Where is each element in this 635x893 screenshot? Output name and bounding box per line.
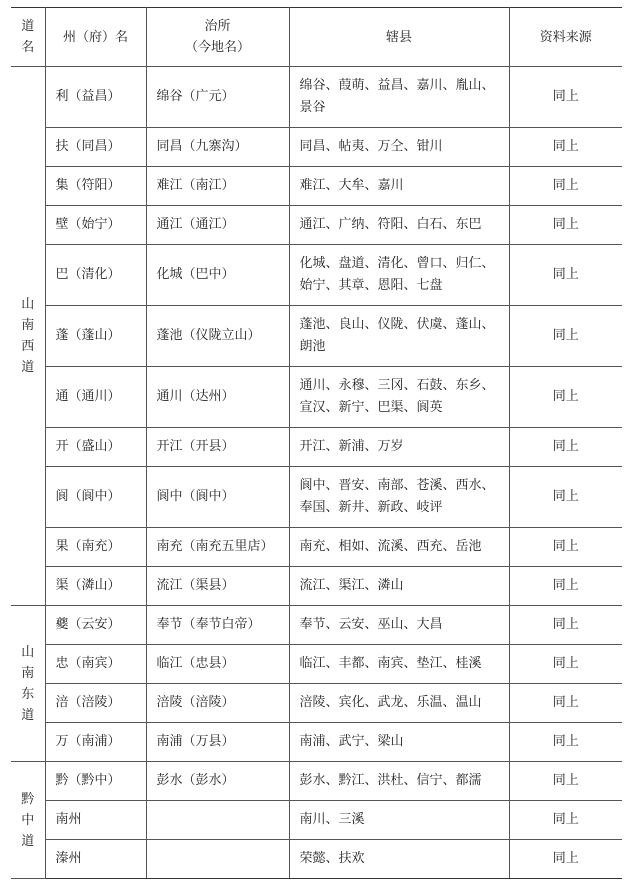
seat-name: 开江（开县）: [146, 428, 289, 467]
seat-name: 通川（达州）: [146, 367, 289, 428]
header-zhou: 州（府）名: [45, 8, 146, 67]
seat-name: 通江（通江）: [146, 206, 289, 245]
seat-name: 阆中（阆中）: [146, 467, 289, 528]
county-list: 南充、相如、流溪、西充、岳池: [289, 528, 509, 567]
table-row: [11, 167, 622, 206]
table-row: [11, 684, 622, 723]
dao-name: 山南东道: [11, 606, 45, 762]
county-list: 难江、大牟、嘉川: [289, 167, 509, 206]
seat-name: 流江（渠县）: [146, 567, 289, 606]
table-row: [11, 723, 622, 762]
zhou-name: 涪（涪陵）: [45, 684, 146, 723]
source-cell: 同上: [509, 245, 622, 306]
zhou-name: 蓬（蓬山）: [45, 306, 146, 367]
county-list: 蓬池、良山、仪陇、伏虞、蓬山、朗池: [289, 306, 509, 367]
dao-name: 山南西道: [11, 67, 45, 606]
county-list: 彭水、黔江、洪杜、信宁、都濡: [289, 762, 509, 801]
source-cell: 同上: [509, 801, 622, 840]
zhou-name: 开（盛山）: [45, 428, 146, 467]
zhou-name: 巴（清化）: [45, 245, 146, 306]
seat-name: 南浦（万县）: [146, 723, 289, 762]
source-cell: 同上: [509, 528, 622, 567]
seat-name: 化城（巴中）: [146, 245, 289, 306]
source-cell: 同上: [509, 306, 622, 367]
source-cell: 同上: [509, 67, 622, 128]
county-list: 南川、三溪: [289, 801, 509, 840]
county-list: 同昌、帖夷、万仝、钳川: [289, 128, 509, 167]
source-cell: 同上: [509, 467, 622, 528]
zhou-name: 南州: [45, 801, 146, 840]
seat-name: [146, 840, 289, 879]
zhou-name: 溱州: [45, 840, 146, 879]
source-cell: 同上: [509, 367, 622, 428]
source-cell: 同上: [509, 128, 622, 167]
seat-name: 绵谷（广元）: [146, 67, 289, 128]
table-row: [11, 567, 622, 606]
table-row: [11, 467, 622, 528]
table-row: [11, 306, 622, 367]
county-list: 流江、渠江、潾山: [289, 567, 509, 606]
county-list: 阆中、晋安、南部、苍溪、西水、奉国、新井、新政、岐评: [289, 467, 509, 528]
table-row: [11, 528, 622, 567]
county-list: 南浦、武宁、梁山: [289, 723, 509, 762]
table-row: [11, 606, 622, 645]
county-list: 荣懿、扶欢: [289, 840, 509, 879]
county-list: 涪陵、宾化、武龙、乐温、温山: [289, 684, 509, 723]
source-cell: 同上: [509, 840, 622, 879]
county-list: 开江、新浦、万岁: [289, 428, 509, 467]
zhou-name: 壁（始宁）: [45, 206, 146, 245]
zhou-name: 夔（云安）: [45, 606, 146, 645]
seat-name: 难江（南江）: [146, 167, 289, 206]
zhou-name: 扶（同昌）: [45, 128, 146, 167]
table-row: [11, 245, 622, 306]
header-zhisuo: 治所 （今地名）: [146, 8, 289, 67]
zhou-name: 利（益昌）: [45, 67, 146, 128]
county-list: 化城、盘道、清化、曾口、归仁、始宁、其章、恩阳、七盘: [289, 245, 509, 306]
source-cell: 同上: [509, 167, 622, 206]
seat-name: 蓬池（仪陇立山）: [146, 306, 289, 367]
table-row: [11, 128, 622, 167]
source-cell: 同上: [509, 762, 622, 801]
county-list: 绵谷、葭萌、益昌、嘉川、胤山、景谷: [289, 67, 509, 128]
header-xiaxian: 辖县: [289, 8, 509, 67]
seat-name: 奉节（奉节白帝）: [146, 606, 289, 645]
header-row: [11, 8, 622, 67]
source-cell: 同上: [509, 206, 622, 245]
zhou-name: 忠（南宾）: [45, 645, 146, 684]
header-source: 资料来源: [509, 8, 622, 67]
table-row: [11, 762, 622, 801]
source-cell: 同上: [509, 567, 622, 606]
zhou-name: 万（南浦）: [45, 723, 146, 762]
table-row: [11, 428, 622, 467]
table-row: [11, 645, 622, 684]
dao-name: 黔中道: [11, 762, 45, 879]
table-row: [11, 67, 622, 128]
seat-name: 同昌（九寨沟）: [146, 128, 289, 167]
seat-name: 涪陵（涪陵）: [146, 684, 289, 723]
table-row: [11, 367, 622, 428]
zhou-name: 渠（潾山）: [45, 567, 146, 606]
county-table: [11, 7, 622, 879]
header-dao: 道名: [11, 8, 45, 67]
county-list: 奉节、云安、巫山、大昌: [289, 606, 509, 645]
seat-name: 南充（南充五里店）: [146, 528, 289, 567]
zhou-name: 果（南充）: [45, 528, 146, 567]
source-cell: 同上: [509, 684, 622, 723]
table-row: [11, 206, 622, 245]
zhou-name: 集（符阳）: [45, 167, 146, 206]
county-list: 临江、丰都、南宾、垫江、桂溪: [289, 645, 509, 684]
table-row: [11, 840, 622, 879]
zhou-name: 黔（黔中）: [45, 762, 146, 801]
source-cell: 同上: [509, 645, 622, 684]
seat-name: 临江（忠县）: [146, 645, 289, 684]
source-cell: 同上: [509, 428, 622, 467]
seat-name: [146, 801, 289, 840]
source-cell: 同上: [509, 723, 622, 762]
table-row: [11, 801, 622, 840]
county-list: 通川、永穆、三冈、石鼓、东乡、宣汉、新宁、巴渠、阆英: [289, 367, 509, 428]
zhou-name: 通（通川）: [45, 367, 146, 428]
zhou-name: 阆（阆中）: [45, 467, 146, 528]
county-list: 通江、广纳、符阳、白石、东巴: [289, 206, 509, 245]
source-cell: 同上: [509, 606, 622, 645]
seat-name: 彭水（彭水）: [146, 762, 289, 801]
